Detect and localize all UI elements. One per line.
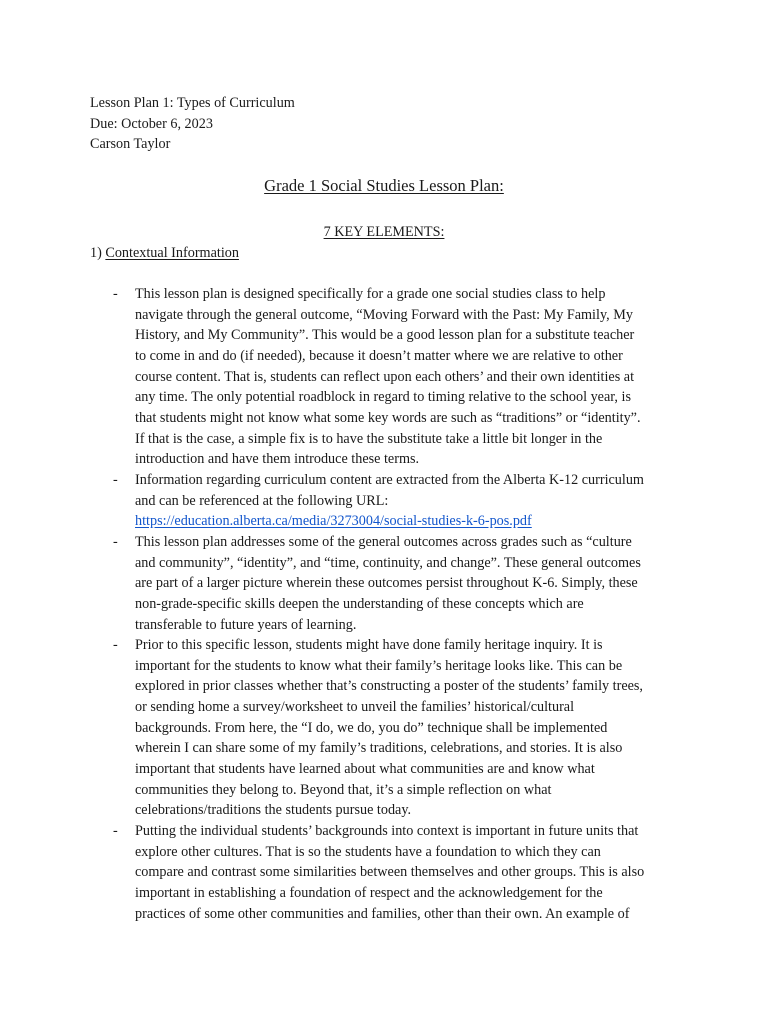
due-date: Due: October 6, 2023 xyxy=(90,115,213,132)
bullet-text-line: important that students have learned about what communities are and know what xyxy=(135,761,595,778)
section-label: Contextual Information xyxy=(105,245,239,261)
author-name: Carson Taylor xyxy=(90,136,171,152)
bullet-text-line: compare and contrast some similarities between themselves and other groups. This is also xyxy=(135,864,645,881)
bullet-text-line: navigate through the general outcome, “Moving Forward with the Past: My Family, My xyxy=(135,306,633,323)
bullet-dash: - xyxy=(113,533,118,550)
bullet-text-line: are part of a larger picture wherein these outcomes persist throughout K-6. Simply, these xyxy=(135,575,638,592)
bullet-item xyxy=(90,284,690,470)
bullet-text-line: wherein I can share some of my family’s traditions, celebrations, and stories. It is also xyxy=(135,740,623,757)
bullet-text-line: important in establishing a foundation of respect and the acknowledgement for the xyxy=(135,885,603,902)
bullet-text-line: If that is the case, a simple fix is to have the substitute take a little bit longer in the xyxy=(135,430,603,447)
bullet-text-line: practices of some other communities and families, other than their own. An example of xyxy=(135,905,630,922)
bullet-item xyxy=(90,470,690,532)
bullet-dash: - xyxy=(113,637,118,654)
bullet-text-line: Putting the individual students’ backgrounds into context is important in future units that xyxy=(135,823,639,840)
assignment-title: Lesson Plan 1: Types of Curriculum xyxy=(90,95,295,111)
bullet-dash: - xyxy=(113,286,118,302)
bullet-text-line: important for the students to know what their family’s heritage looks like. This can be xyxy=(135,657,623,674)
bullet-text-line: non-grade-specific skills deepen the understanding of these concepts which are xyxy=(135,595,584,612)
curriculum-url-link[interactable]: https://education.alberta.ca/media/3273004/social-studies-k-6-pos.pdf xyxy=(135,513,532,530)
bullet-text-line: explore other cultures. That is so the students have a foundation to which they can xyxy=(135,843,601,860)
bullet-item xyxy=(90,821,690,924)
bullet-text-line: History, and My Community”. This would be a good lesson plan for a substitute teacher xyxy=(135,327,635,344)
bullet-text-line: introduction and have them introduce these terms. xyxy=(135,451,420,468)
section-heading xyxy=(90,243,239,263)
key-elements-heading-text: 7 KEY ELEMENTS: xyxy=(323,224,445,240)
bullet-text-line: any time. The only potential roadblock in regard to timing relative to the school year, is xyxy=(135,389,631,406)
key-elements-heading xyxy=(0,222,768,242)
document-header xyxy=(90,93,295,155)
bullet-item xyxy=(90,532,690,635)
bullet-text-line: and community”, “identity”, and “time, continuity, and change”. These general outcomes xyxy=(135,554,641,571)
bullet-text-line: Prior to this specific lesson, students might have done family heritage inquiry. It is xyxy=(135,637,603,654)
bullet-text-line: course content. That is, students can reflect upon each others’ and their own identities at xyxy=(135,368,635,385)
bullet-text-line: celebrations/traditions the students pursue today. xyxy=(135,802,412,819)
bullet-item xyxy=(90,635,690,821)
bullet-text-line: backgrounds. From here, the “I do, we do, you do” technique shall be implemented xyxy=(135,719,608,736)
bullet-dash: - xyxy=(113,471,118,488)
bullet-text-line: that students might not know what some key words are such as “traditions” or “identity”. xyxy=(135,409,641,426)
bullet-text-line: and can be referenced at the following URL: xyxy=(135,492,389,509)
bullet-text-line: This lesson plan is designed specifically for a grade one social studies class to help xyxy=(135,286,606,302)
bullet-text-line: to come in and do (if needed), because it doesn’t matter where we are relative to other xyxy=(135,347,623,364)
bullet-text-line: or sending home a survey/worksheet to unveil the families’ historical/cultural xyxy=(135,699,575,716)
bullet-text-line: transferable to future years of learning. xyxy=(135,616,357,633)
bullet-dash: - xyxy=(113,823,118,840)
bullet-text-line: Information regarding curriculum content are extracted from the Alberta K-12 curriculum xyxy=(135,471,644,488)
bullet-text-line: explored in prior classes whether that’s constructing a poster of the students’ family trees, xyxy=(135,678,643,695)
bullet-text-line: communities they belong to. Beyond that, it’s a simple reflection on what xyxy=(135,781,552,798)
page-title-text: Grade 1 Social Studies Lesson Plan: xyxy=(264,176,504,195)
page-title xyxy=(0,176,768,196)
bullet-list xyxy=(90,284,690,924)
section-number: 1) xyxy=(90,245,106,261)
bullet-text-line: This lesson plan addresses some of the general outcomes across grades such as “culture xyxy=(135,533,632,550)
